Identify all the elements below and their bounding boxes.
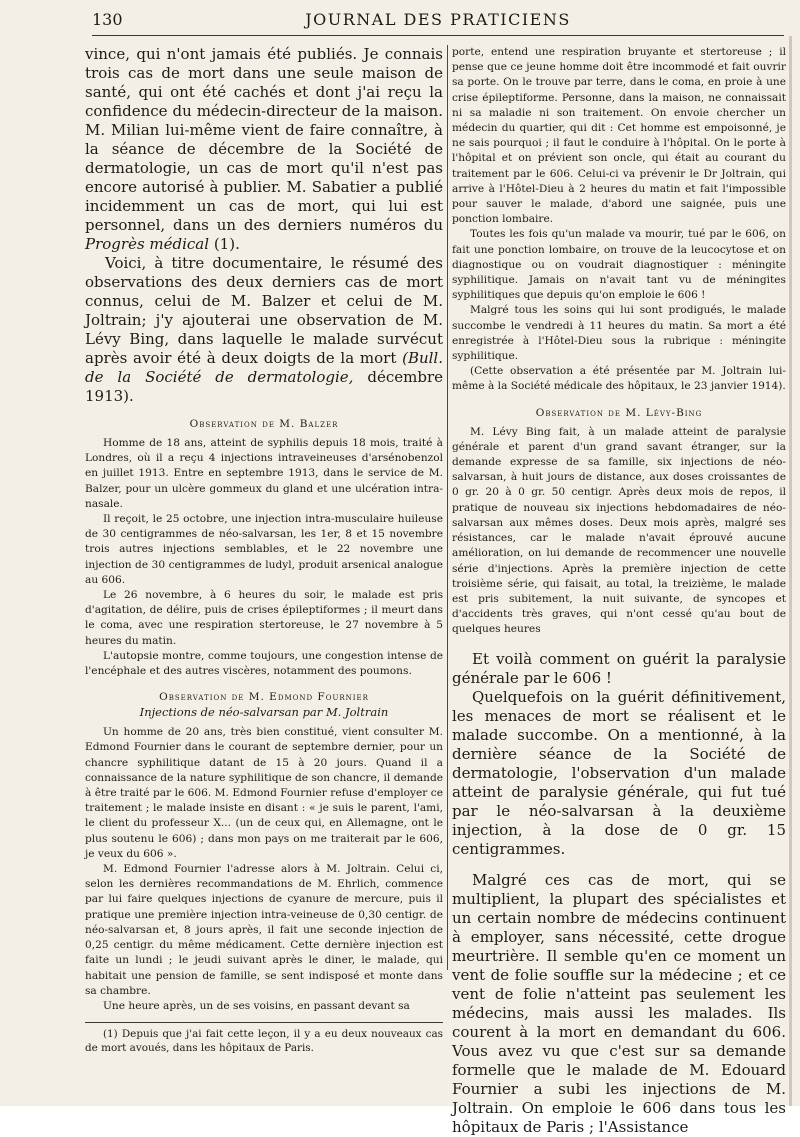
paragraph: porte, entend une respiration bruyante et stertoreuse ; il pense que ce jeune homme doit être incommodé et fait ouvrir sa porte. On le trouve par terre, dans le coma, en proie à une crise épileptiforme. Personne, dans la maison, ne connaissait ni sa maladie ni son traitement. On envoie chercher un médecin du quartier, qui dit : Cet homme est empoisonné, je ne sais pourquoi ; il faut le conduire à l'hôpital. On le porte à l'hôpital et on prévient son oncle, qui était au courant du traitement par le 606. Celui-ci va prévenir le Dr Joltrain, qui arrive à l'Hôtel-Dieu à 2 heures du matin et fait l'impossible pour sauver le malade, d'abord une saignée, puis une ponction lombaire. — [452, 46, 786, 226]
page-number: 130 — [92, 10, 123, 29]
paragraph: Et voilà comment on guérit la paralysie générale par le 606 ! — [452, 649, 786, 687]
paragraph: M. Edmond Fournier l'adresse alors à M. Joltrain. Celui ci, selon les dernières recommandations de M. Ehrlich, commence par lui faire quelques injections de cyanure de mercure, puis il pratique une première injection intra-veineuse de 0,30 centigr. de néo-salvarsan et, 8 jours après, il fait une seconde injection de 0,25 centigr. du même médicament. Cette dernière injection est faite un lundi ; le jeudi suivant après le diner, le malade, qui habitait une pension de famille, se sent indisposé et monte dans sa chambre. — [85, 863, 443, 997]
paragraph: vince, qui n'ont jamais été publiés. Je connais trois cas de mort dans une seule maison de santé, qui ont été cachés et dont j'ai reçu la confidence du médecin-directeur de la maison. M. Milian lui-même vient de faire connaître, à la séance de décembre de la Société de dermatologie, un cas de mort qu'il n'est pas encore autorisé à publier. M. Sabatier a publié incidemment un cas de mort, qui lui est personnel, dans un des derniers numéros du Progrès médical (1). — [85, 45, 443, 253]
column-divider — [447, 45, 448, 970]
paragraph: Quelquefois on la guérit définitivement, les menaces de mort se réalisent et le malade succombe. On a mentionné, à la dernière séance de la Société de dermatologie, l'observation d'un malade atteint de paralysie générale, qui fut tué par le néo-salvarsan à la deuxième injection, à la dose de 0 gr. 15 centigrammes. — [452, 687, 786, 858]
paragraph: Toutes les fois qu'un malade va mourir, tué par le 606, on fait une ponction lombaire, on trouve de la leucocytose et on diagnostique ou on voudrait diagnostiquer : méningite syphilitique. Jamais on n'avait tant vu de méningites syphilitiques que depuis qu'on emploie le 606 ! — [452, 228, 786, 302]
header-rule — [92, 35, 784, 36]
section-heading: Observation de M. Edmond Fournier — [159, 691, 369, 704]
section-subheading: Injections de néo-salvarsan par M. Joltrain — [139, 705, 389, 720]
paragraph: Homme de 18 ans, atteint de syphilis depuis 18 mois, traité à Londres, où il a reçu 4 injections intraveineuses d'arsénobenzol en juillet 1913. Entre en septembre 1913, dans le service de M. Balzer, pour un ulcère gommeux du gland et une ulcération intra-nasale. — [85, 437, 443, 510]
paragraph: Voici, à titre documentaire, le résumé des observations des deux derniers cas de mort connus, celui de M. Balzer et celui de M. Joltrain; j'y ajouterai une observation de M. Lévy Bing, dans laquelle le malade survécut après avoir été à deux doigts de la mort (Bull. de la Société de dermatologie, décembre 1913). — [85, 254, 443, 405]
right-column — [452, 45, 786, 1137]
paragraph: Le 26 novembre, à 6 heures du soir, le malade est pris d'agitation, de délire, puis de crises épileptiformes ; il meurt dans le coma, avec une respiration stertoreuse, le 27 novembre à 5 heures du matin. — [85, 589, 443, 647]
paragraph: Une heure après, un de ses voisins, en passant devant sa — [103, 999, 410, 1012]
page-edge-shadow — [789, 36, 792, 1106]
paragraph: (Cette observation a été présentée par M. Joltrain lui-même à la Société médicale des hôpitaux, le 23 janvier 1914). — [452, 365, 786, 393]
paragraph: L'autopsie montre, comme toujours, une congestion intense de l'encéphale et des autres viscères, notamment des poumons. — [85, 649, 443, 678]
paragraph: Un homme de 20 ans, très bien constitué, vient consulter M. Edmond Fournier dans le courant de septembre dernier, pour un chancre syphilitique datant de 15 à 20 jours. Quand il a connaissance de la nature syphilitique de son chancre, il demande à être traité par le 606. M. Edmond Fournier refuse d'employer ce traitement ; le malade insiste en disant : « je suis le parent, l'ami, le client du professeur X... (un de ceux qui, en Allemagne, ont le plus soutenu le 606) ; dans mon pays on me traiterait par le 606, je veux du 606 ». — [85, 726, 443, 860]
footnote-rule — [85, 1022, 443, 1023]
paragraph: Malgré tous les soins qui lui sont prodigués, le malade succombe le vendredi à 11 heures du matin. Sa mort a été enregistrée à l'Hôtel-Dieu sous la rubrique : méningite syphilitique. — [452, 304, 786, 363]
page-header — [92, 6, 784, 36]
section-heading: Observation de M. Lévy-Bing — [535, 406, 703, 419]
section-heading: Observation de M. Balzer — [189, 418, 339, 430]
footnote: (1) Depuis que j'ai fait cette leçon, il y a eu deux nouveaux cas de mort avoués, dans les hôpitaux de Paris. — [85, 1028, 443, 1055]
paragraph: M. Lévy Bing fait, à un malade atteint de paralysie générale et parent d'un grand savant étranger, sur la demande expresse de sa famille, six injections de néo-salvarsan, à huit jours de distance, aux doses croissantes de 0 gr. 20 à 0 gr. 50 centigr. Après deux mois de repos, il pratique de nouveau six injections hebdomadaires de néo-salvarsan aux mêmes doses. Deux mois après, malgré ses résistances, car le malade n'avait éprouvé aucune amélioration, on lui demande de recommencer une nouvelle série d'injections. Après la première injection de cette troisième série, qui faisait, au total, la treizième, le malade est pris subitement, la nuit suivante, de syncopes et d'accidents très graves, qui n'ont cessé qu'au bout de quelques heures — [452, 425, 786, 636]
paragraph: Il reçoit, le 25 octobre, une injection intra-musculaire huileuse de 30 centigrammes de néo-salvarsan, les 1er, 8 et 15 novembre trois autres injections semblables, et le 22 novembre une injection de 30 centigrammes de ludyl, produit arsenical analogue au 606. — [85, 513, 443, 586]
journal-title: JOURNAL DES PRATICIENS — [305, 10, 571, 29]
left-column — [85, 45, 443, 1055]
paragraph: Malgré ces cas de mort, qui se multiplient, la plupart des spécialistes et un certain nombre de médecins continuent à employer, sans nécessité, cette drogue meurtrière. Il semble qu'en ce moment un vent de folie souffle sur la médecine ; et ce vent de folie n'atteint pas seulement les médecins, mais aussi les malades. Ils courent à la mort en demandant du 606. Vous avez vu que c'est sur sa demande formelle que le malade de M. Edouard Fournier a subi les injections de M. Joltrain. On emploie le 606 dans tous les hôpitaux de Paris ; l'Assistance — [452, 870, 786, 1136]
